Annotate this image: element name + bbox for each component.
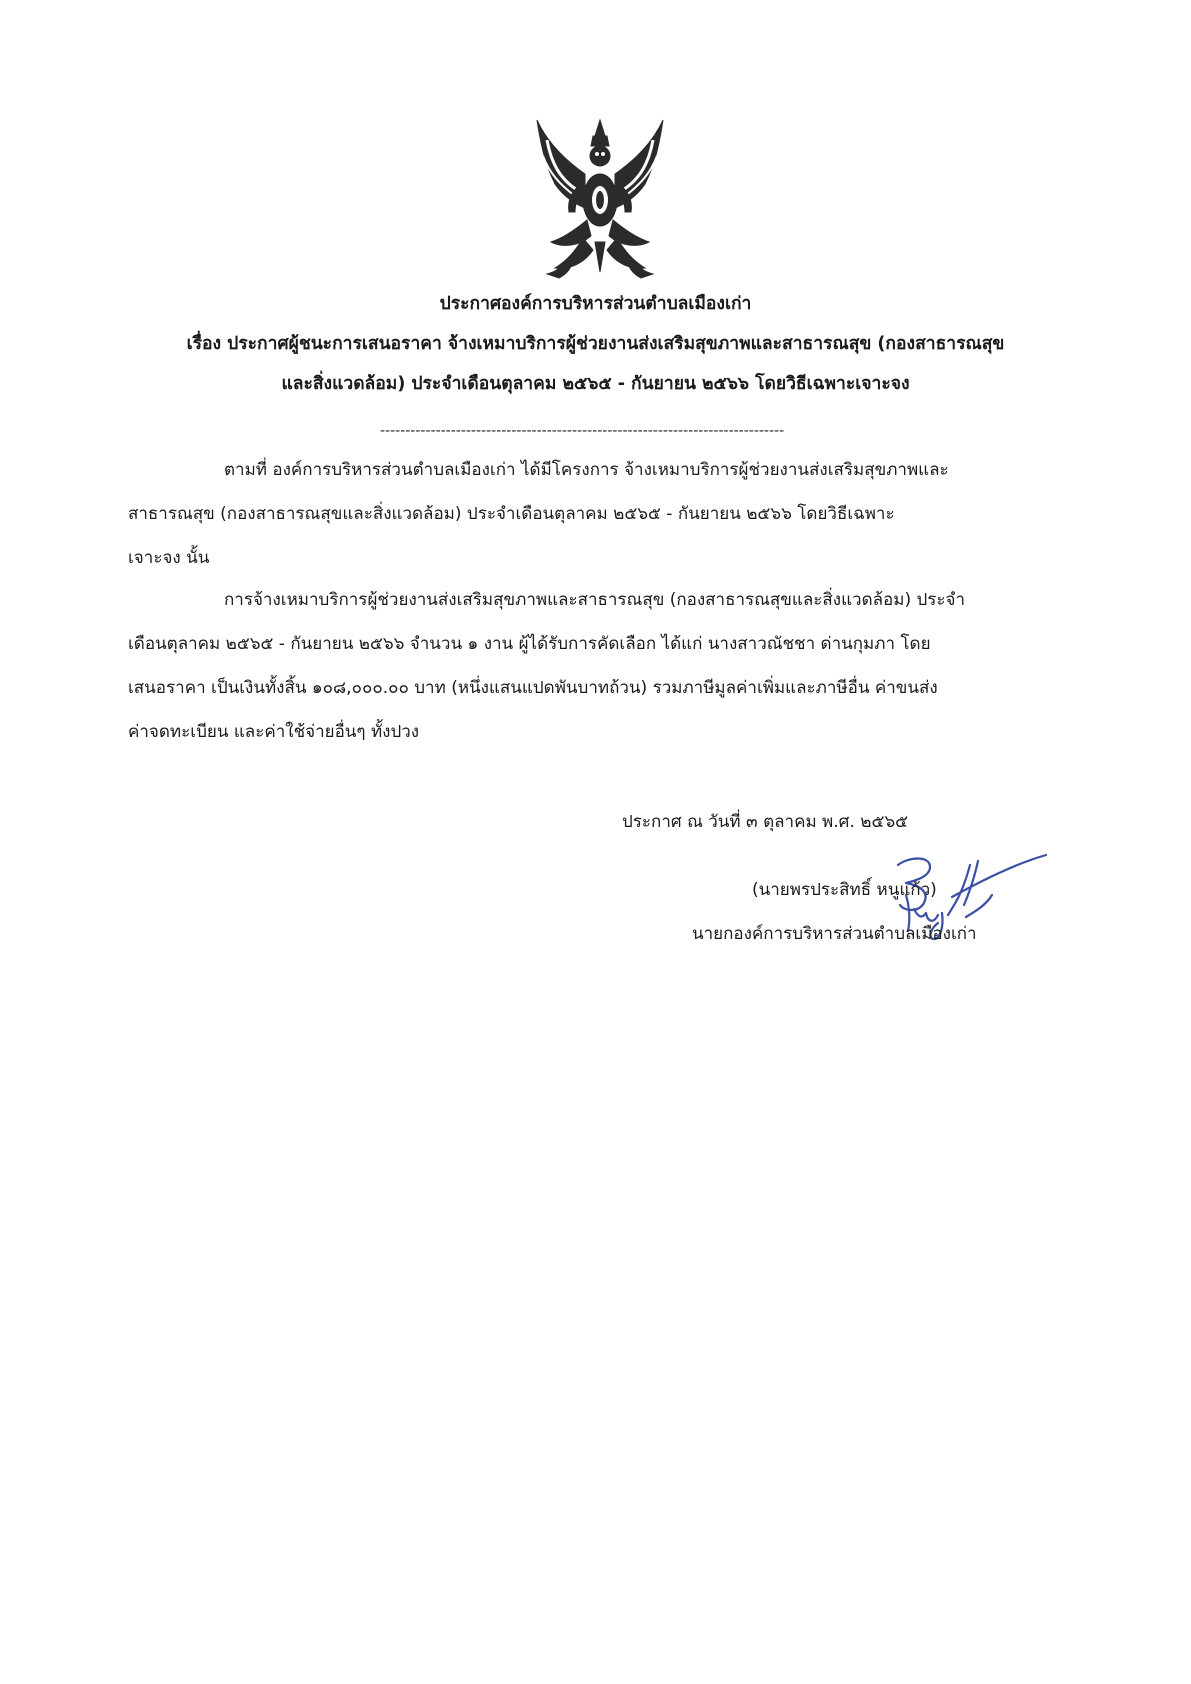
announcement-date: ประกาศ ณ วันที่ ๓ ตุลาคม พ.ศ. ๒๕๖๕ <box>622 812 908 832</box>
paragraph-2-line-4: ค่าจดทะเบียน และค่าใช้จ่ายอื่นๆ ทั้งปวง <box>128 722 420 742</box>
paragraph-1-line-1: ตามที่ องค์การบริหารส่วนตำบลเมืองเก่า ได้มีโครงการ จ้างเหมาบริการผู้ช่วยงานส่งเสริมสุขภาพและ <box>224 460 949 480</box>
paragraph-1-line-3: เจาะจง นั้น <box>128 548 210 568</box>
paragraph-2-line-2: เดือนตุลาคม ๒๕๖๕ - กันยายน ๒๕๖๖ จำนวน ๑ งาน ผู้ได้รับการคัดเลือก ได้แก่ นางสาวณัชชา ด่านกุมภา โดย <box>128 634 931 654</box>
paragraph-2-line-3: เสนอราคา เป็นเงินทั้งสิ้น ๑๐๘,๐๐๐.๐๐ บาท (หนึ่งแสนแปดพันบาทถ้วน) รวมภาษีมูลค่าเพิ่มและภาษีอื่น ค่าขนส่ง <box>128 678 938 698</box>
announcement-subject-line-2: และสิ่งแวดล้อม) ประจำเดือนตุลาคม ๒๕๖๕ - กันยายน ๒๕๖๖ โดยวิธีเฉพาะเจาะจง <box>281 374 910 394</box>
signer-position: นายกองค์การบริหารส่วนตำบลเมืองเก่า <box>692 924 977 944</box>
paragraph-1-line-2: สาธารณสุข (กองสาธารณสุขและสิ่งแวดล้อม) ประจำเดือนตุลาคม ๒๕๖๕ - กันยายน ๒๕๖๖ โดยวิธีเฉพาะ <box>128 504 895 524</box>
garuda-emblem <box>525 112 675 282</box>
header-divider: -------------------------------------------------------------------------------- <box>380 423 785 439</box>
signer-name: (นายพรประสิทธิ์ หนูแก้ว) <box>752 880 937 900</box>
announcement-subject-line-1: เรื่อง ประกาศผู้ชนะการเสนอราคา จ้างเหมาบริการผู้ช่วยงานส่งเสริมสุขภาพและสาธารณสุข (กองสาธารณสุข <box>186 334 1005 354</box>
announcement-org-title: ประกาศองค์การบริหารส่วนตำบลเมืองเก่า <box>439 294 752 314</box>
paragraph-2-line-1: การจ้างเหมาบริการผู้ช่วยงานส่งเสริมสุขภาพและสาธารณสุข (กองสาธารณสุขและสิ่งแวดล้อม) ประจำ <box>224 590 966 610</box>
